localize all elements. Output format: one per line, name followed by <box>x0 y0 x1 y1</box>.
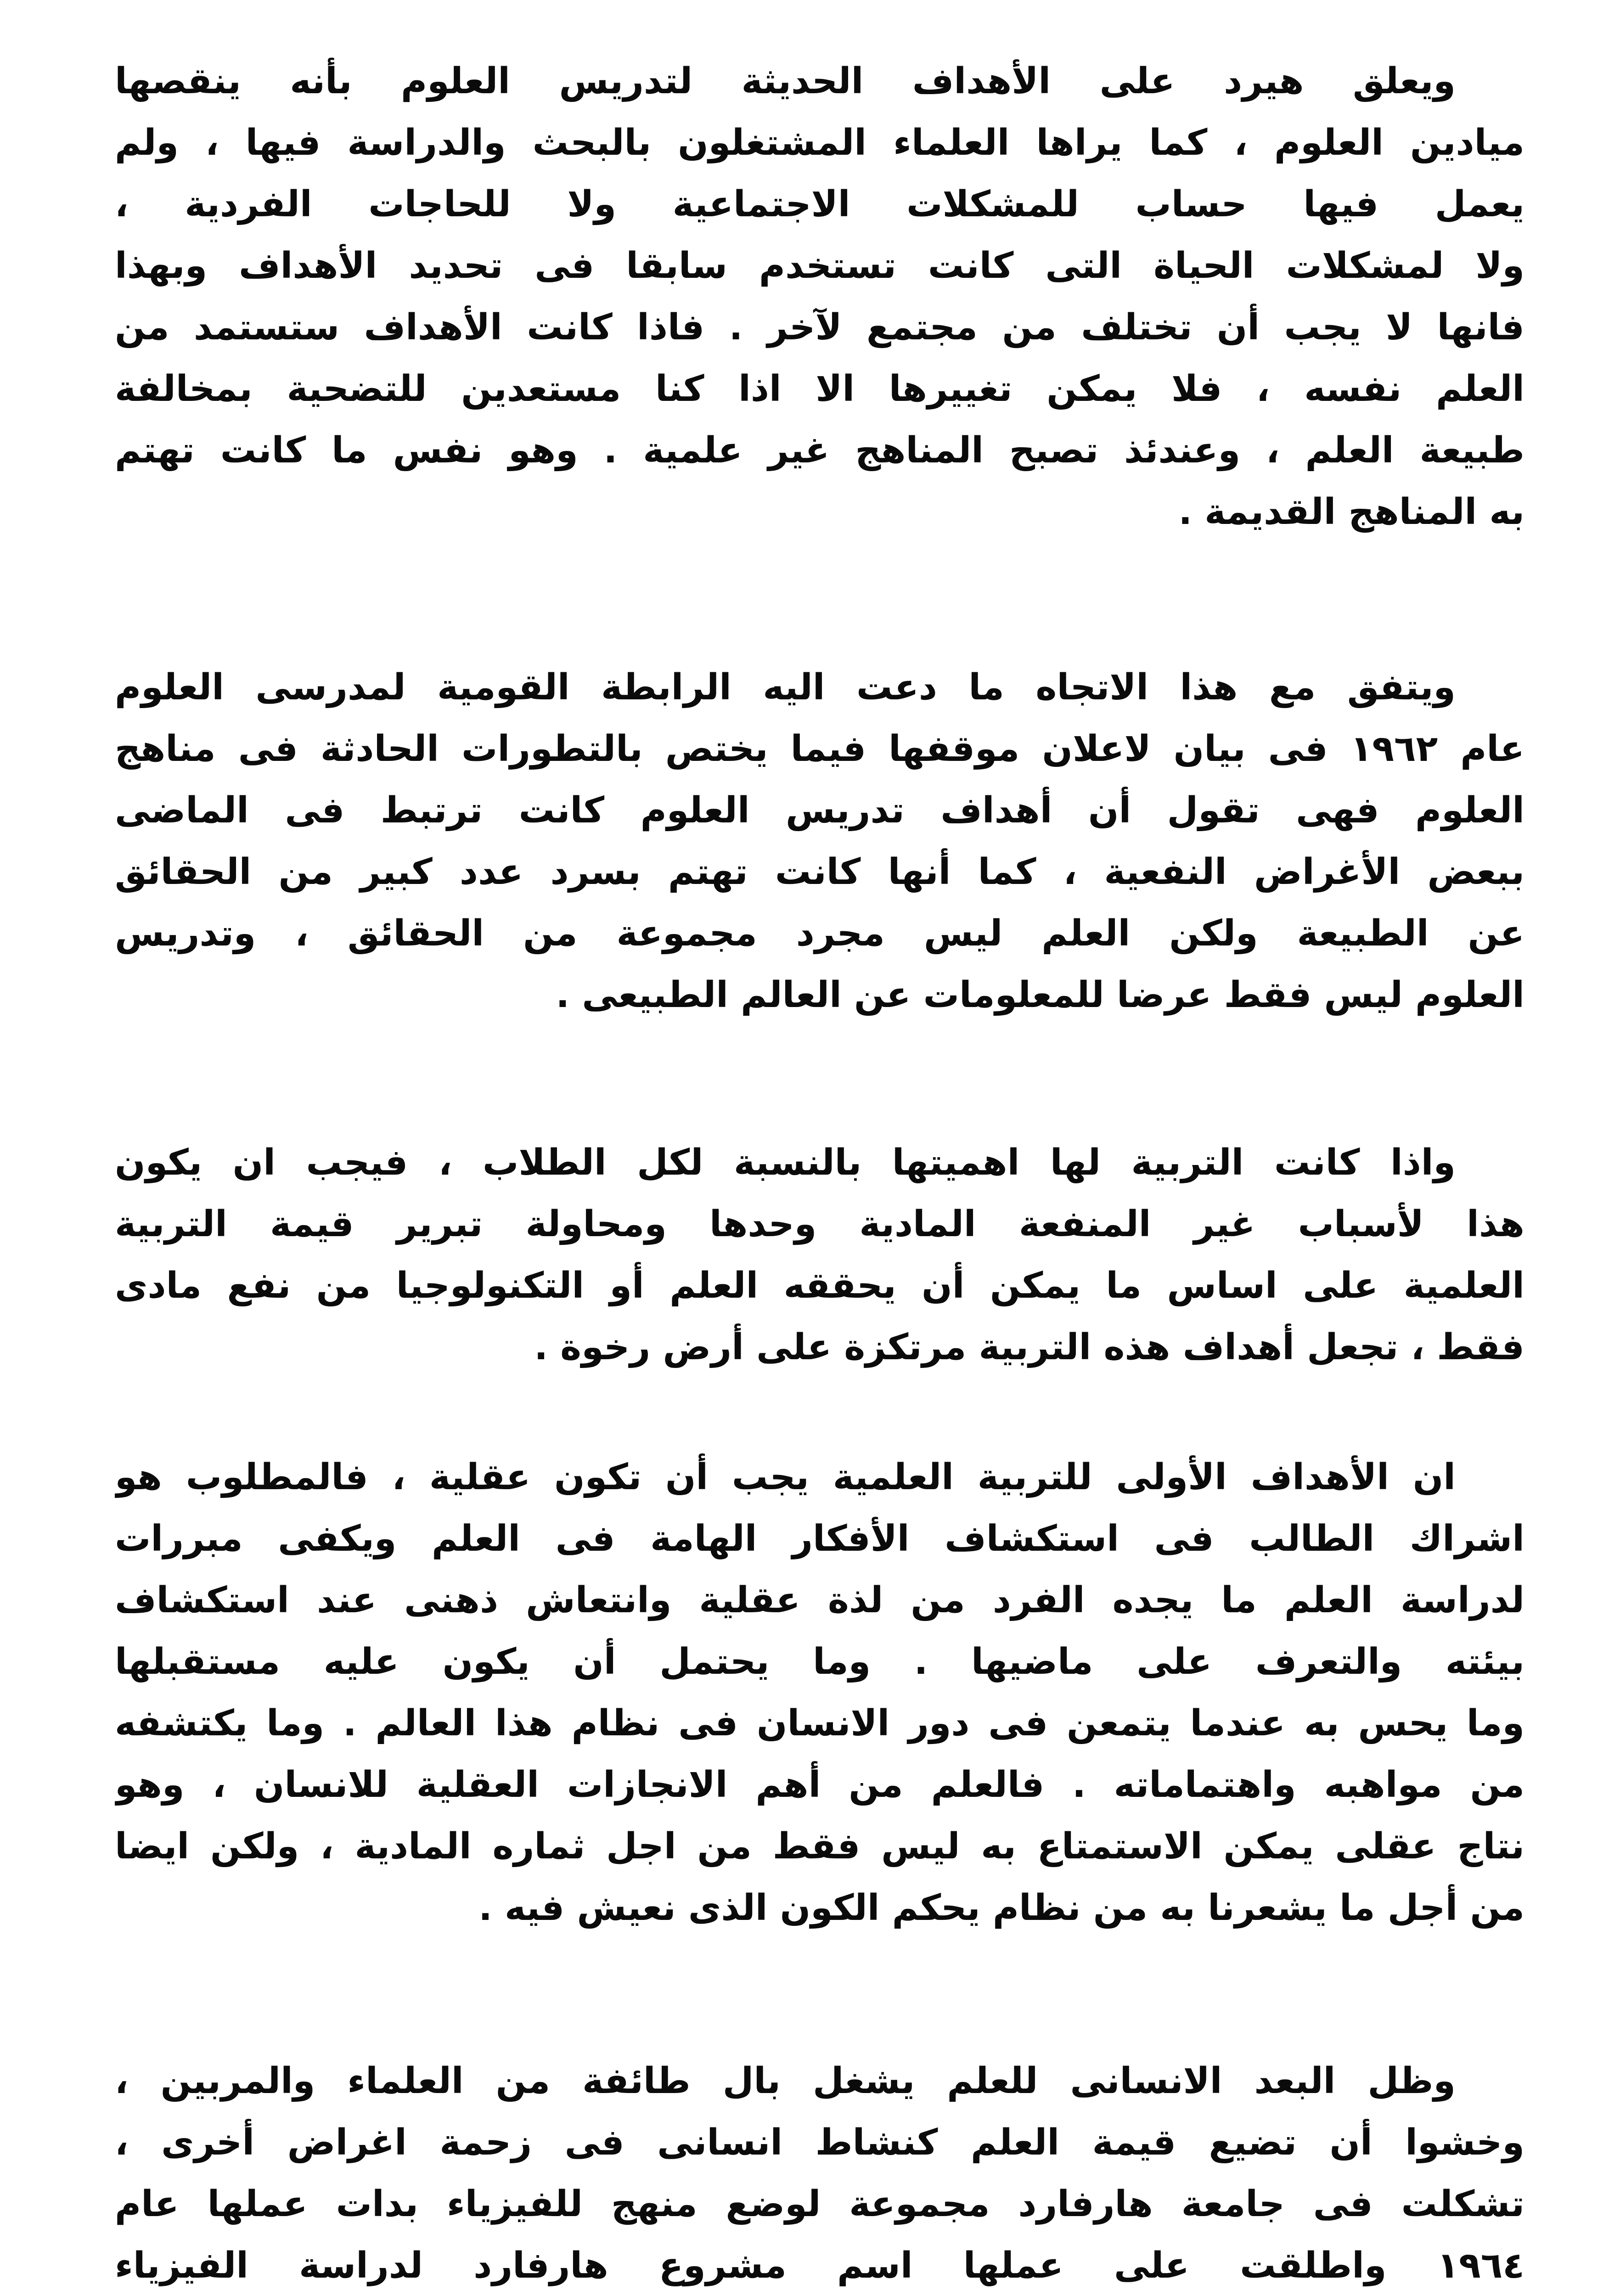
paragraph-5-line-4: ١٩٦٤ واطلقت على عملها اسم مشروع هارفارد لدراسة الفيزياء <box>115 2245 1524 2286</box>
paragraph-3-line-2: هذا لأسباب غير المنفعة المادية وحدها ومحاولة تبرير قيمة التربية <box>115 1204 1524 1245</box>
paragraph-5-line-2: وخشوا أن تضيع قيمة العلم كنشاط انسانى فى زحمة اغراض أخرى ، <box>115 2122 1524 2163</box>
paragraph-5-line-1: وظل البعد الانسانى للعلم يشغل بال طائفة من العلماء والمربين ، <box>115 2060 1456 2102</box>
paragraph-1-line-4: ولا لمشكلات الحياة التى كانت تستخدم سابقا فى تحديد الأهداف وبهذا <box>115 245 1524 287</box>
paragraph-2-line-6: العلوم ليس فقط عرضا للمعلومات عن العالم الطبيعى . <box>556 974 1524 1016</box>
paragraph-2-line-5: عن الطبيعة ولكن العلم ليس مجرد مجموعة من الحقائق ، وتدريس <box>115 913 1524 954</box>
paragraph-4 <box>115 1446 1524 1939</box>
paragraph-4-line-3: لدراسة العلم ما يجده الفرد من لذة عقلية وانتعاش ذهنى عند استكشاف <box>115 1580 1524 1621</box>
paragraph-3-line-1: واذا كانت التربية لها اهميتها بالنسبة لكل الطلاب ، فيجب ان يكون <box>115 1142 1456 1183</box>
paragraph-4-line-7: نتاج عقلى يمكن الاستمتاع به ليس فقط من اجل ثماره المادية ، ولكن ايضا <box>115 1826 1524 1867</box>
paragraph-3-line-3: العلمية على اساس ما يمكن أن يحققه العلم أو التكنولوجيا من نفع مادى <box>115 1265 1524 1306</box>
paragraph-5-line-3: تشكلت فى جامعة هارفارد مجموعة لوضع منهج للفيزياء بدات عملها عام <box>115 2183 1524 2225</box>
paragraph-1-line-7: طبيعة العلم ، وعندئذ تصبح المناهج غير علمية . وهو نفس ما كانت تهتم <box>115 430 1524 471</box>
paragraph-4-line-1: ان الأهداف الأولى للتربية العلمية يجب أن تكون عقلية ، فالمطلوب هو <box>115 1457 1456 1498</box>
paragraph-1-line-1: ويعلق هيرد على الأهداف الحديثة لتدريس العلوم بأنه ينقصها <box>115 61 1456 102</box>
paragraph-2-line-4: ببعض الأغراض النفعية ، كما أنها كانت تهتم بسرد عدد كبير من الحقائق <box>115 851 1524 893</box>
paragraph-2-line-3: العلوم فهى تقول أن أهداف تدريس العلوم كانت ترتبط فى الماضى <box>115 790 1524 831</box>
paragraph-2-line-1: ويتفق مع هذا الاتجاه ما دعت اليه الرابطة القومية لمدرسى العلوم <box>115 667 1456 708</box>
paragraph-4-line-4: بيئته والتعرف على ماضيها . وما يحتمل أن يكون عليه مستقبلها <box>115 1641 1524 1683</box>
paragraph-2 <box>115 657 1524 1026</box>
paragraph-1-line-6: العلم نفسه ، فلا يمكن تغييرها الا اذا كنا مستعدين للتضحية بمخالفة <box>115 368 1524 410</box>
paragraph-4-line-2: اشراك الطالب فى استكشاف الأفكار الهامة فى العلم ويكفى مبررات <box>115 1518 1524 1559</box>
paragraph-2-line-2: عام ١٩٦٢ فى بيان لاعلان موقفها فيما يختص بالتطورات الحادثة فى مناهج <box>115 728 1524 770</box>
paragraph-1-line-3: يعمل فيها حساب للمشكلات الاجتماعية ولا للحاجات الفردية ، <box>115 184 1524 225</box>
paragraph-4-line-6: من مواهبه واهتماماته . فالعلم من أهم الانجازات العقلية للانسان ، وهو <box>115 1764 1524 1806</box>
paragraph-1-line-5: فانها لا يجب أن تختلف من مجتمع لآخر . فاذا كانت الأهداف ستستمد من <box>115 307 1524 348</box>
paragraph-4-line-8: من أجل ما يشعرنا به من نظام يحكم الكون الذى نعيش فيه . <box>478 1887 1524 1929</box>
paragraph-5 <box>115 2050 1524 2296</box>
paragraph-1 <box>115 51 1524 543</box>
paragraph-4-line-5: وما يحس به عندما يتمعن فى دور الانسان فى نظام هذا العالم . وما يكتشفه <box>115 1703 1524 1744</box>
paragraph-3 <box>115 1132 1524 1378</box>
paragraph-1-line-8: به المناهج القديمة . <box>1178 491 1524 533</box>
paragraph-1-line-2: ميادين العلوم ، كما يراها العلماء المشتغلون بالبحث والدراسة فيها ، ولم <box>115 122 1524 163</box>
paragraph-3-line-4: فقط ، تجعل أهداف هذه التربية مرتكزة على أرض رخوة . <box>534 1327 1524 1368</box>
